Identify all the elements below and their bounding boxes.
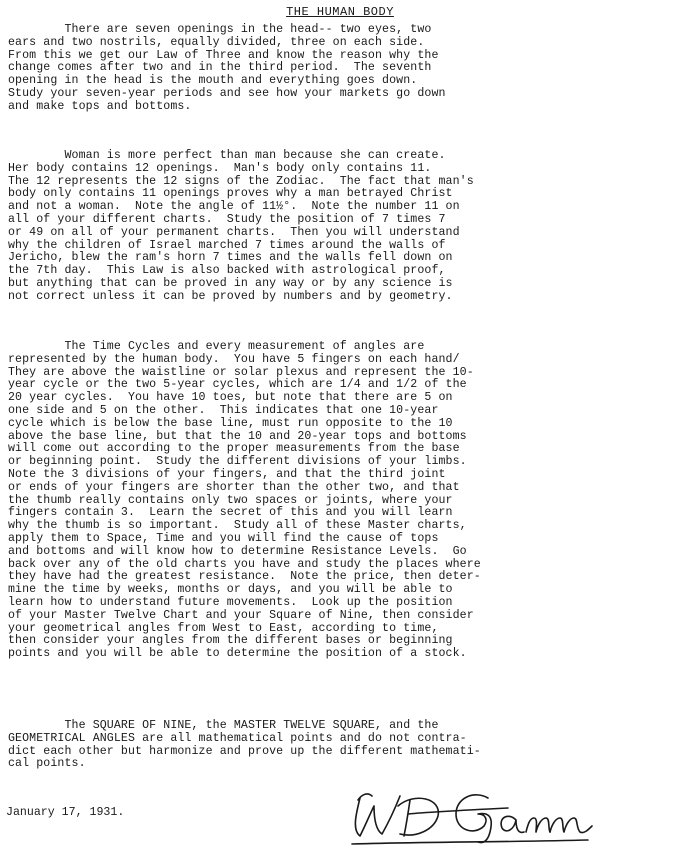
document-title: THE HUMAN BODY (286, 5, 394, 19)
paragraph-openings: There are seven openings in the head-- two eyes, two ears and two nostrils, equally divided, three on each side. From this we get our Law of Three and know the reason why the change comes after two and in the third period. The seventh opening in the head is the mouth and everything goes down. Study your seven-year periods and see how your markets go down and make tops and bottoms. (8, 23, 446, 113)
handwritten-signature (338, 784, 600, 848)
document-date: January 17, 1931. (6, 806, 125, 819)
paragraph-square-of-nine: The SQUARE OF NINE, the MASTER TWELVE SQUARE, and the GEOMETRICAL ANGLES are all mathematical points and do not contra- dict each other but harmonize and prove up the different mathemati- cal points. (8, 719, 481, 771)
paragraph-time-cycles: The Time Cycles and every measurement of angles are represented by the human body. You have 5 fingers on each hand/ They are above the waistline or solar plexus and represent the 10- year cycle or the two 5-year cycles, which are 1/4 and 1/2 of the 20 year cycles. You have 10 toes, but note that there are 5 on one side and 5 on the other. This indicates that one 10-year cycle which is below the base line, must run opposite to the 10 above the base line, but that the 10 and 20-year tops and bottoms will come out according to the proper measurements from the base or beginning point. Study the different divisions of your limbs. Note the 3 divisions of your fingers, and that the third joint or ends of your fingers are shorter than the other two, and that the thumb really contains only two spaces or joints, where your fingers contain 3. Learn the secret of this and you will learn why the thumb is so important. Study all of these Master charts, apply them to Space, Time and you will find the cause of tops and bottoms and will know how to determine Resistance Levels. Go back over any of the old charts you have and study the places where they have had the greatest resistance. Note the price, then deter- mine the time by weeks, months or days, and you will be able to learn how to understand future movements. Look up the position of your Master Twelve Chart and your Square of Nine, then consider your geometrical angles from West to East, according to time, then consider your angles from the different bases or beginning points and you will be able to determine the position of a stock. (8, 340, 481, 661)
paragraph-woman: Woman is more perfect than man because she can create. Her body contains 12 openings. Man's body only contains 11. The 12 represents the 12 signs of the Zodiac. The fact that man's body only contains 11 openings proves why a man betrayed Christ and not a woman. Note the angle of 11½°. Note the number 11 on all of your different charts. Study the position of 7 times 7 or 49 on all of your permanent charts. Then you will understand why the children of Israel marched 7 times around the walls of Jericho, blew the ram's horn 7 times and the walls fell down on the 7th day. This Law is also backed with astrological proof, but anything that can be proved in any way or by any science is not correct unless it can be proved by numbers and by geometry. (8, 149, 474, 303)
